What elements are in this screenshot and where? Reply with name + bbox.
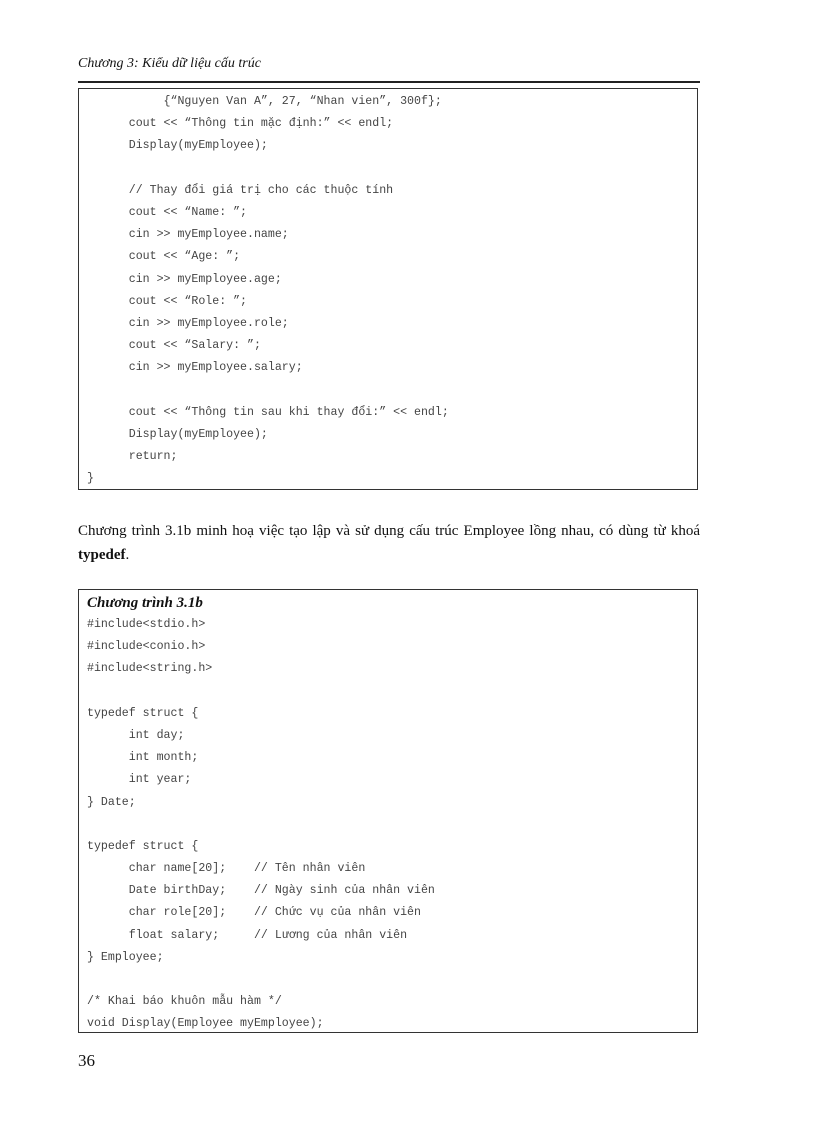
code-line	[79, 158, 697, 180]
code-line	[79, 969, 697, 991]
program-title: Chương trình 3.1b	[87, 595, 203, 611]
code-line: Date birthDay; // Ngày sinh của nhân viên	[87, 884, 435, 898]
code-line: void Display(Employee myEmployee);	[87, 1017, 324, 1031]
code-line: return;	[87, 450, 178, 463]
code-line: } Employee;	[87, 950, 164, 964]
code-line: typedef struct {	[87, 839, 199, 853]
code-line	[79, 814, 697, 836]
code-line: cin >> myEmployee.role;	[87, 316, 289, 330]
code-line: #include<conio.h>	[87, 640, 206, 654]
code-line: cout << “Role: ”;	[87, 294, 248, 308]
chapter-header: Chương 3: Kiểu dữ liệu cấu trúc	[78, 56, 261, 71]
code-line: } Date;	[87, 795, 136, 809]
code-line: char name[20]; // Tên nhân viên	[87, 862, 366, 876]
code-block-2	[78, 589, 698, 1033]
code-line: float salary; // Lương của nhân viên	[87, 928, 408, 942]
code-line: int day;	[87, 728, 185, 742]
body-paragraph	[78, 519, 700, 567]
code-line: int month;	[87, 751, 199, 765]
code-line: // Thay đổi giá trị cho các thuộc tính	[87, 183, 394, 197]
code-line: cin >> myEmployee.name;	[87, 228, 289, 242]
code-line: int year;	[87, 773, 192, 787]
paragraph-keyword: typedef	[78, 547, 126, 563]
paragraph-text: Chương trình 3.1b minh hoạ việc tạo lập và sử dụng cấu trúc Employee lồng nhau, có dùng từ khoá	[78, 523, 700, 539]
code-line: cout << “Thông tin sau khi thay đổi:” << endl;	[87, 405, 449, 419]
code-line: typedef struct {	[87, 706, 199, 720]
code-line: /* Khai báo khuôn mẫu hàm */	[87, 995, 282, 1009]
code-line: cout << “Name: ”;	[87, 205, 248, 219]
code-line: cin >> myEmployee.salary;	[87, 361, 303, 375]
header-divider	[78, 81, 700, 83]
code-line	[79, 681, 697, 703]
code-block-1	[78, 88, 698, 490]
code-line: cout << “Salary: ”;	[87, 339, 261, 353]
code-line: char role[20]; // Chức vụ của nhân viên	[87, 906, 421, 920]
code-line: #include<string.h>	[87, 662, 213, 676]
code-line: Display(myEmployee);	[87, 427, 268, 441]
code-line: #include<stdio.h>	[87, 618, 206, 631]
code-line: cout << “Age: ”;	[87, 250, 241, 264]
code-line: }	[87, 472, 94, 486]
code-line: cin >> myEmployee.age;	[87, 272, 282, 286]
page-number: 36	[78, 1051, 95, 1070]
code-line: Display(myEmployee);	[87, 139, 268, 153]
code-line: cout << “Thông tin mặc định:” << endl;	[87, 117, 394, 131]
code-line: {“Nguyen Van A”, 27, “Nhan vien”, 300f};	[87, 95, 442, 108]
code-line	[79, 379, 697, 401]
paragraph-end: .	[125, 547, 130, 563]
